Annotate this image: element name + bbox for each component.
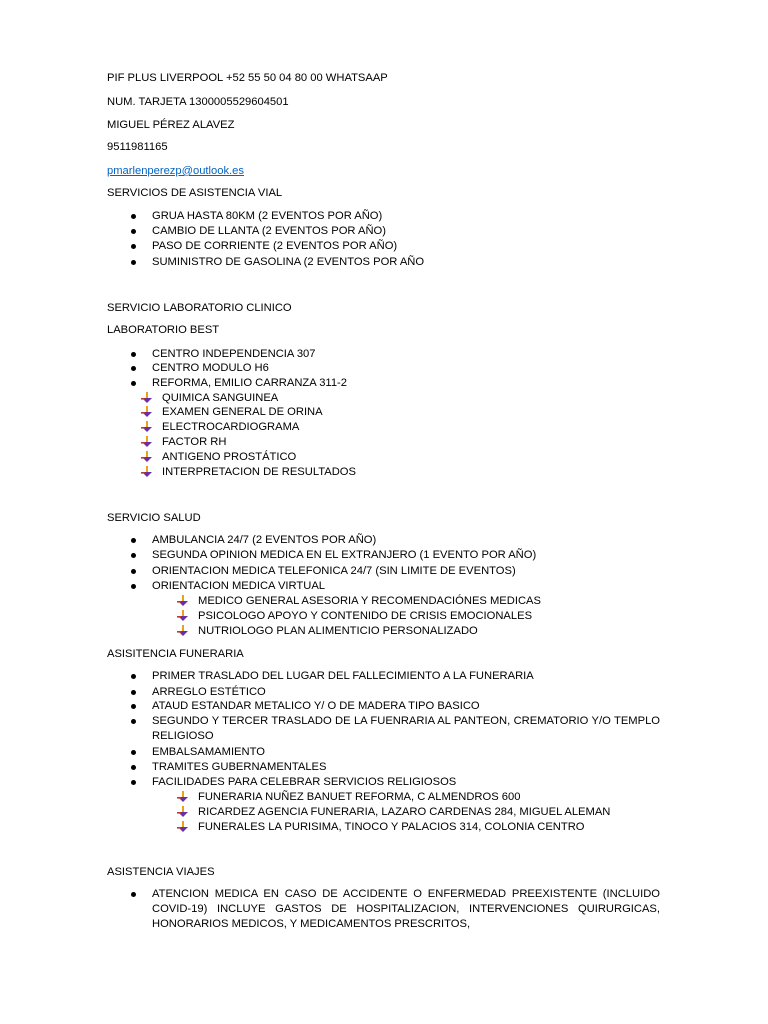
laboratorio-heading: SERVICIO LABORATORIO CLINICO xyxy=(107,302,292,314)
arrow-bullet-icon xyxy=(141,451,153,463)
list-item: CENTRO INDEPENDENCIA 307 xyxy=(152,348,316,360)
contact-email-link[interactable]: pmarlenperezp@outlook.es xyxy=(107,165,244,177)
arrow-bullet-icon xyxy=(177,610,189,622)
viajes-heading: ASISTENCIA VIAJES xyxy=(107,866,215,878)
list-item: FUNERALES LA PURISIMA, TINOCO Y PALACIOS 314, COLONIA CENTRO xyxy=(198,820,585,834)
list-item: PSICOLOGO APOYO Y CONTENIDO DE CRISIS EMOCIONALES xyxy=(198,609,532,623)
list-item: RICARDEZ AGENCIA FUNERARIA, LAZARO CARDENAS 284, MIGUEL ALEMAN xyxy=(198,805,610,819)
list-item: PRIMER TRASLADO DEL LUGAR DEL FALLECIMIENTO A LA FUNERARIA xyxy=(152,670,534,682)
list-item: QUIMICA SANGUINEA xyxy=(162,391,278,405)
arrow-bullet-icon xyxy=(177,821,189,833)
list-item: ELECTROCARDIOGRAMA xyxy=(162,420,299,434)
contact-line-1: PIF PLUS LIVERPOOL +52 55 50 04 80 00 WHATSAAP xyxy=(107,72,388,84)
list-item: ARREGLO ESTÉTICO xyxy=(152,686,266,698)
list-item: ORIENTACION MEDICA VIRTUAL xyxy=(152,580,326,592)
arrow-bullet-icon xyxy=(177,595,189,607)
arrow-bullet-icon xyxy=(141,392,153,404)
vial-heading: SERVICIOS DE ASISTENCIA VIAL xyxy=(107,187,283,199)
arrow-bullet-icon xyxy=(141,466,153,478)
list-item: EXAMEN GENERAL DE ORINA xyxy=(162,405,323,419)
arrow-bullet-icon xyxy=(177,791,189,803)
list-item: PASO DE CORRIENTE (2 EVENTOS POR AÑO) xyxy=(152,240,398,252)
list-item: INTERPRETACION DE RESULTADOS xyxy=(162,465,356,479)
arrow-bullet-icon xyxy=(141,406,153,418)
list-item: ANTIGENO PROSTÁTICO xyxy=(162,450,296,464)
list-item: NUTRIOLOGO PLAN ALIMENTICIO PERSONALIZADO xyxy=(198,624,478,638)
list-item: TRAMITES GUBERNAMENTALES xyxy=(152,761,327,773)
arrow-bullet-icon xyxy=(177,625,189,637)
contact-phone: 9511981165 xyxy=(107,141,168,153)
list-item: SEGUNDA OPINION MEDICA EN EL EXTRANJERO (1 EVENTO POR AÑO) xyxy=(152,549,537,561)
arrow-bullet-icon xyxy=(141,436,153,448)
list-item: FACTOR RH xyxy=(162,435,226,449)
list-item: MEDICO GENERAL ASESORIA Y RECOMENDACIÓNES MEDICAS xyxy=(198,594,541,608)
list-item: GRUA HASTA 80KM (2 EVENTOS POR AÑO) xyxy=(152,210,383,222)
list-item: FACILIDADES PARA CELEBRAR SERVICIOS RELIGIOSOS xyxy=(152,776,457,788)
list-item: SUMINISTRO DE GASOLINA (2 EVENTOS POR AÑO xyxy=(152,256,425,268)
list-item: CENTRO MODULO H6 xyxy=(152,362,269,374)
list-item: ATAUD ESTANDAR METALICO Y/ O DE MADERA TIPO BASICO xyxy=(152,700,480,712)
arrow-bullet-icon xyxy=(177,806,189,818)
salud-heading: SERVICIO SALUD xyxy=(107,512,201,524)
funeraria-heading: ASISITENCIA FUNERARIA xyxy=(107,648,244,660)
list-item: AMBULANCIA 24/7 (2 EVENTOS POR AÑO) xyxy=(152,534,377,546)
arrow-bullet-icon xyxy=(141,421,153,433)
list-item: SEGUNDO Y TERCER TRASLADO DE LA FUENRARIA AL PANTEON, CREMATORIO Y/O TEMPLO RELIGIOSO xyxy=(152,715,660,742)
list-item: REFORMA, EMILIO CARRANZA 311-2 xyxy=(152,377,347,389)
list-item: EMBALSAMAMIENTO xyxy=(152,746,265,758)
contact-name: MIGUEL PÉREZ ALAVEZ xyxy=(107,119,235,131)
laboratorio-subheading: LABORATORIO BEST xyxy=(107,324,220,336)
list-item: CAMBIO DE LLANTA (2 EVENTOS POR AÑO) xyxy=(152,225,386,237)
list-item: FUNERARIA NUÑEZ BANUET REFORMA, C ALMENDROS 600 xyxy=(198,790,520,804)
list-item: ATENCION MEDICA EN CASO DE ACCIDENTE O ENFERMEDAD PREEXISTENTE (INCLUIDO COVID-19) INCLUYE GASTOS DE HOSPITALIZACION, INTERVENCIONES QUIRURGICAS, HONORARIOS MEDICOS, Y MEDICAMENTOS PRESCRITOS, xyxy=(152,888,660,930)
contact-card-number: NUM. TARJETA 1300005529604501 xyxy=(107,96,289,108)
list-item: ORIENTACION MEDICA TELEFONICA 24/7 (SIN LIMITE DE EVENTOS) xyxy=(152,565,516,577)
